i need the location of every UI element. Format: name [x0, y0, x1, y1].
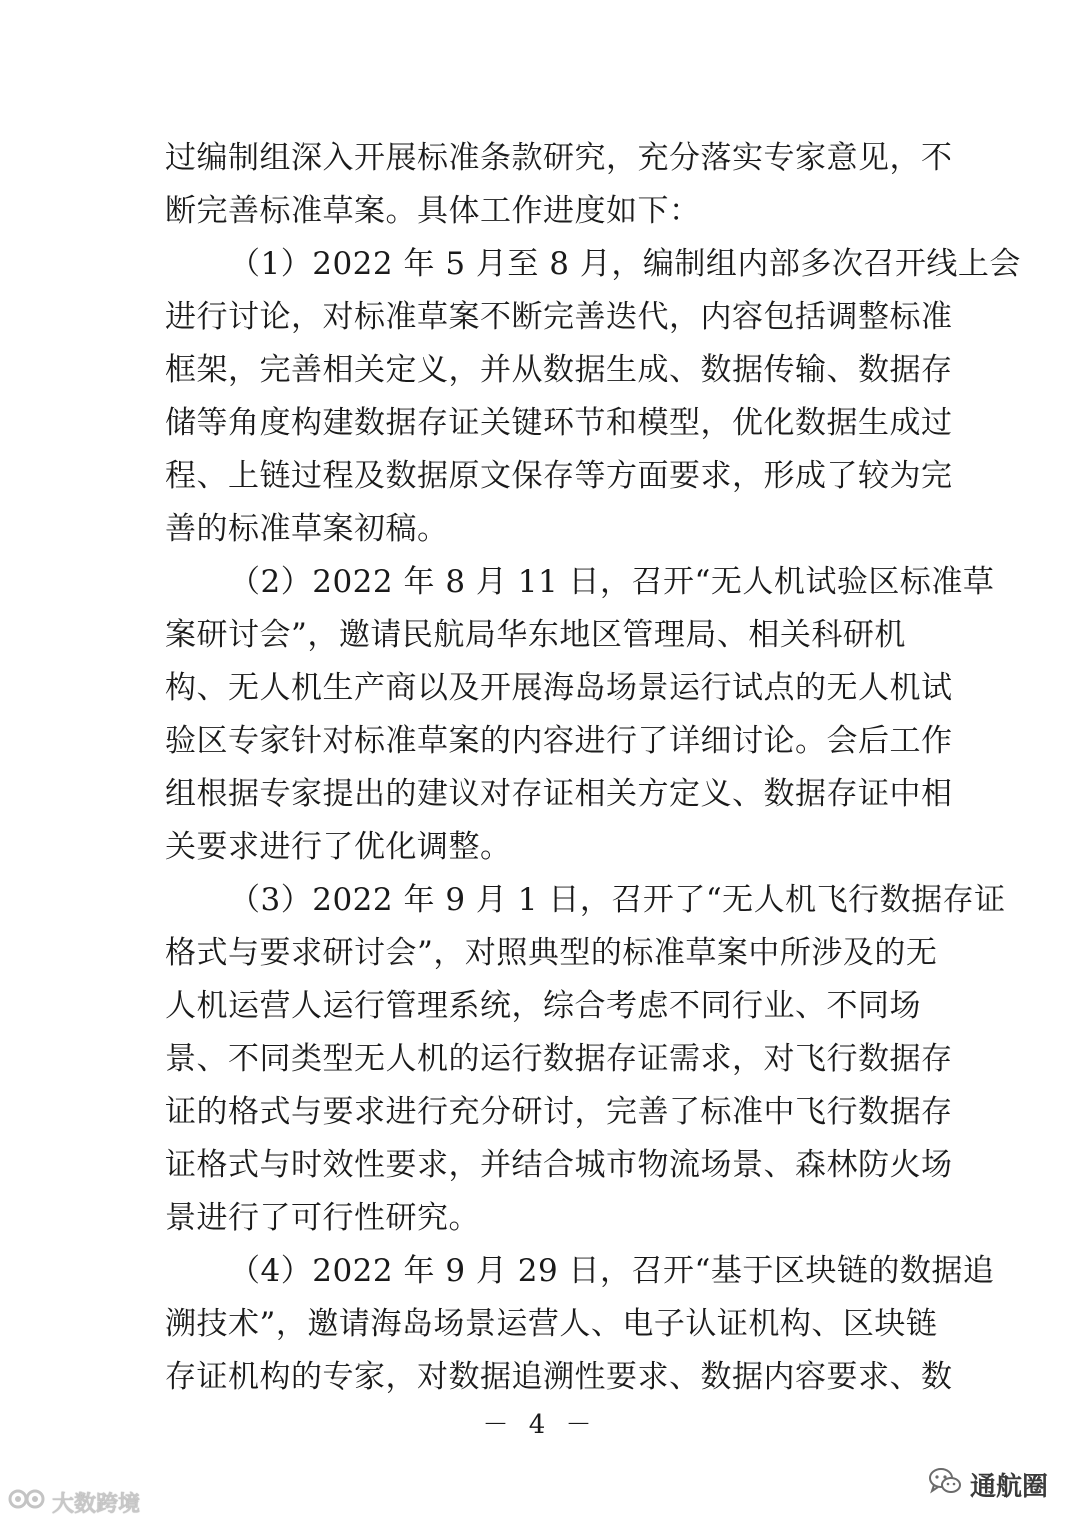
- body-text: [165, 132, 1021, 1404]
- text-line: 景进行了可行性研究。: [165, 1200, 480, 1236]
- text-line: 程、上链过程及数据原文保存等方面要求，形成了较为完: [165, 458, 953, 494]
- text-line: 储等角度构建数据存证关键环节和模型，优化数据生成过: [165, 405, 953, 441]
- watermark-right: [928, 1464, 1048, 1504]
- text-line: 验区专家针对标准草案的内容进行了详细讨论。会后工作: [165, 723, 953, 759]
- text-line: 人机运营人运行管理系统，综合考虑不同行业、不同场: [165, 988, 921, 1024]
- text-line: 断完善标准草案。具体工作进度如下：: [165, 193, 701, 229]
- wechat-icon: [928, 1466, 962, 1503]
- text-line: 过编制组深入开展标准条款研究，充分落实专家意见，不: [165, 140, 953, 176]
- watermark-left-text: 大数跨境: [52, 1491, 141, 1517]
- text-line: 框架，完善相关定义，并从数据生成、数据传输、数据存: [165, 352, 953, 388]
- paragraph-2-start: （2）2022 年 8 月 11 日，召开“无人机试验区标准草: [229, 564, 995, 600]
- page-number: － 4 －: [482, 1410, 598, 1440]
- text-line: 证的格式与要求进行充分研讨，完善了标准中飞行数据存: [165, 1094, 953, 1130]
- text-line: 案研讨会”，邀请民航局华东地区管理局、相关科研机: [165, 617, 906, 653]
- text-line: 景、不同类型无人机的运行数据存证需求，对飞行数据存: [165, 1041, 953, 1077]
- text-line: 证格式与时效性要求，并结合城市物流场景、森林防火场: [165, 1147, 953, 1183]
- text-line: 存证机构的专家，对数据追溯性要求、数据内容要求、数: [165, 1359, 953, 1395]
- text-line: 组根据专家提出的建议对存证相关方定义、数据存证中相: [165, 776, 953, 812]
- text-line: 溯技术”，邀请海岛场景运营人、电子认证机构、区块链: [165, 1306, 938, 1342]
- text-line: 关要求进行了优化调整。: [165, 829, 512, 865]
- watermark-left: [8, 1486, 140, 1518]
- text-line: 格式与要求研讨会”，对照典型的标准草案中所涉及的无: [165, 935, 938, 971]
- text-line: 构、无人机生产商以及开展海岛场景运行试点的无人机试: [165, 670, 953, 706]
- paragraph-3-start: （3）2022 年 9 月 1 日，召开了“无人机飞行数据存证: [229, 882, 1006, 918]
- watermark-right-text: 通航圈: [970, 1471, 1049, 1502]
- text-line: 善的标准草案初稿。: [165, 511, 449, 547]
- weibo-eye-icon: [8, 1485, 48, 1519]
- text-line: 进行讨论，对标准草案不断完善迭代，内容包括调整标准: [165, 299, 953, 335]
- paragraph-1-start: （1）2022 年 5 月至 8 月，编制组内部多次召开线上会: [229, 246, 1021, 282]
- paragraph-4-start: （4）2022 年 9 月 29 日，召开“基于区块链的数据追: [229, 1253, 995, 1289]
